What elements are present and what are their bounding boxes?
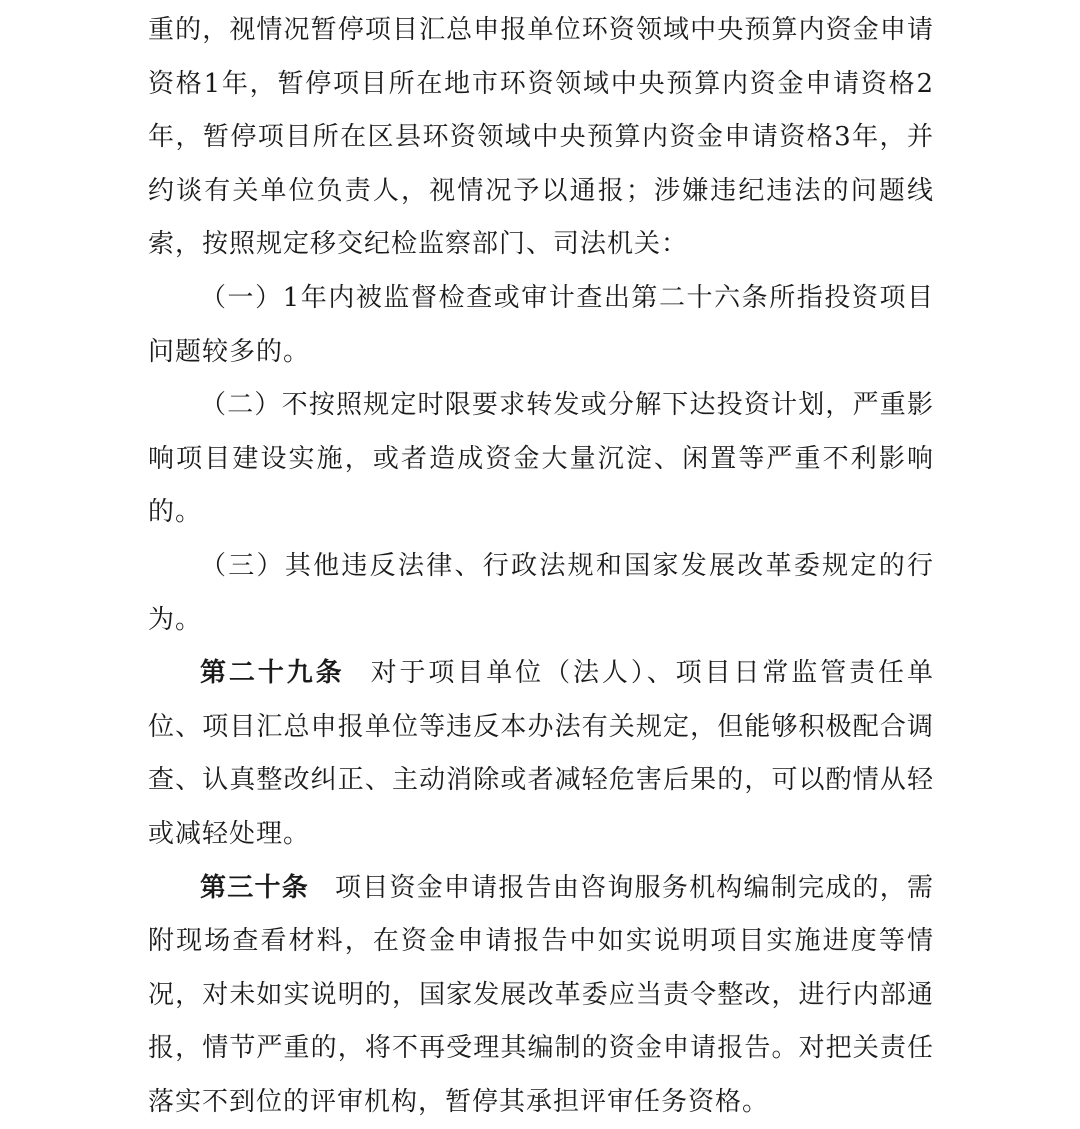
article-30-text: 项目资金申请报告由咨询服务机构编制完成的，需附现场查看材料，在资金申请报告中如实说明项目实施进度等情况，对未如实说明的，国家发展改革委应当责令整改，进行内部通报，情节严重的，将不再受理其编制的资金申请报告。对把关责任落实不到位的评审机构，暂停其承担评审任务资格。 xyxy=(148,873,934,1117)
list-item-1: （一）1年内被监督检查或审计查出第二十六条所指投资项目问题较多的。 xyxy=(148,272,934,379)
list-item-3: （三）其他违反法律、行政法规和国家发展改革委规定的行为。 xyxy=(148,540,934,647)
document-body xyxy=(148,4,934,1129)
article-29-text: 对于项目单位（法人）、项目日常监管责任单位、项目汇总申报单位等违反本办法有关规定，但能够积极配合调查、认真整改纠正、主动消除或者减轻危害后果的，可以酌情从轻或减轻处理。 xyxy=(148,658,934,849)
list-item-2: （二）不按照规定时限要求转发或分解下达投资计划，严重影响项目建设实施，或者造成资金大量沉淀、闲置等严重不利影响的。 xyxy=(148,379,934,540)
article-30 xyxy=(148,862,934,1129)
article-29 xyxy=(148,647,934,861)
article-30-number: 第三十条 xyxy=(200,873,309,903)
continued-paragraph: 重的，视情况暂停项目汇总申报单位环资领域中央预算内资金申请资格1年，暂停项目所在地市环资领域中央预算内资金申请资格2年，暂停项目所在区县环资领域中央预算内资金申请资格3年，并约谈有关单位负责人，视情况予以通报；涉嫌违纪违法的问题线索，按照规定移交纪检监察部门、司法机关： xyxy=(148,4,934,272)
article-29-number: 第二十九条 xyxy=(200,658,345,688)
